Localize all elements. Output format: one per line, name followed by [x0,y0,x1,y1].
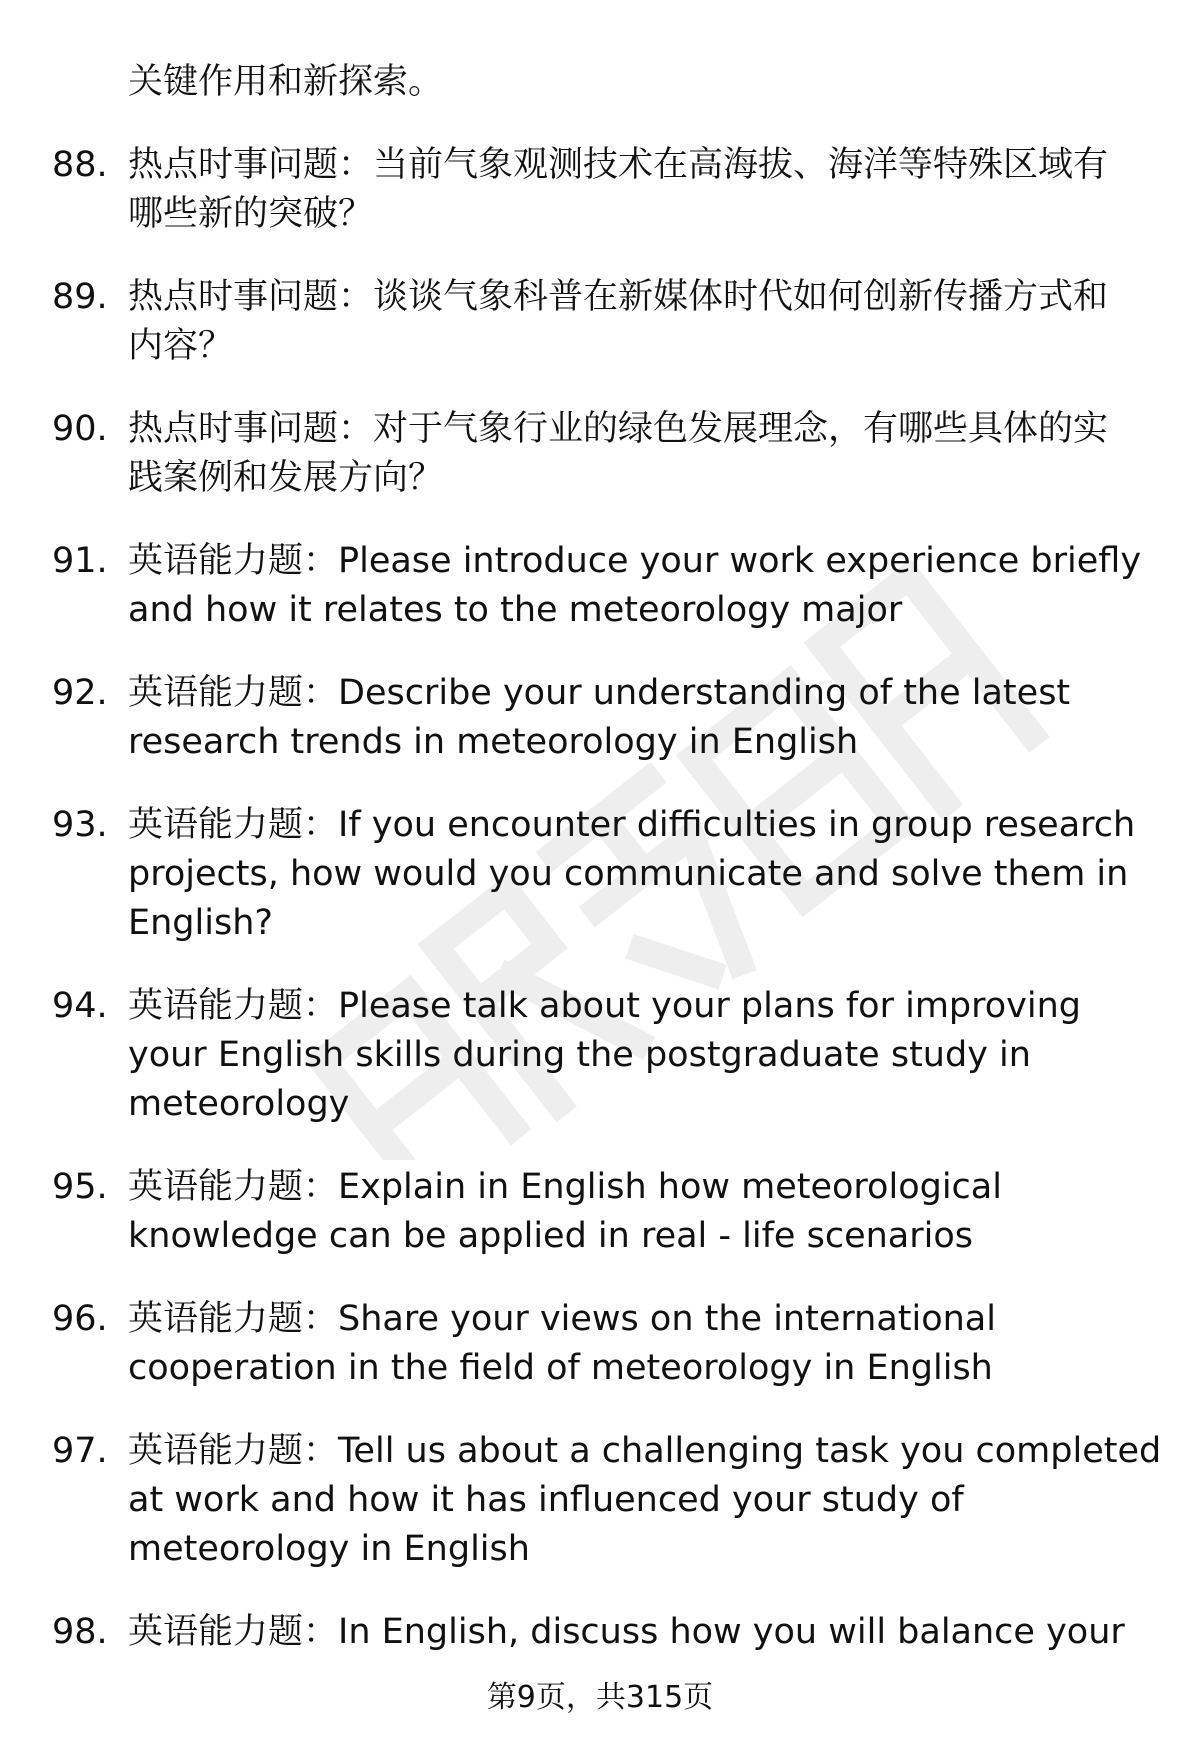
question-text-line: 英语能力题：Describe your understanding of the latest [128,673,1071,713]
question-text-line: research trends in meteorology in English [128,722,859,762]
question-text [128,1427,1162,1574]
question-item [52,273,1162,371]
question-number: 96. [52,1299,108,1339]
question-text-line: 热点时事问题：当前气象观测技术在高海拔、海洋等特殊区域有 [128,145,1109,185]
question-text-line: 热点时事问题：谈谈气象科普在新媒体时代如何创新传播方式和 [128,277,1109,317]
question-text-line: 热点时事问题：对于气象行业的绿色发展理念，有哪些具体的实 [128,409,1109,449]
question-text-line: English? [128,903,273,943]
question-text-line: 内容？ [128,326,234,366]
question-item [52,1427,1162,1574]
question-text [128,982,1162,1129]
question-item [52,537,1162,635]
question-text [128,1295,1162,1393]
question-number: 91. [52,541,108,581]
question-text-line: 英语能力题：In English, discuss how you will balance your [128,1612,1125,1652]
question-text-line: knowledge can be applied in real - life scenarios [128,1216,973,1256]
question-list [52,58,1162,1657]
question-number: 98. [52,1612,108,1652]
question-text-line: at work and how it has influenced your study of [128,1480,964,1520]
question-text [128,801,1162,948]
question-number: 94. [52,986,108,1026]
question-text [128,405,1162,503]
question-text [128,537,1162,635]
question-number: 89. [52,277,108,317]
question-text [128,1163,1162,1261]
question-item [52,1163,1162,1261]
question-text-line: 英语能力题：Tell us about a challenging task you completed [128,1431,1162,1471]
question-text-line: cooperation in the field of meteorology in English [128,1348,993,1388]
question-number: 90. [52,409,108,449]
question-text-line: 英语能力题：Please talk about your plans for improving [128,986,1082,1026]
question-text-line: 哪些新的突破？ [128,194,374,234]
question-text-line: 英语能力题：Please introduce your work experience briefly [128,541,1142,581]
question-item [52,1608,1162,1657]
question-text [128,273,1162,371]
question-item [52,141,1162,239]
question-text [128,669,1162,767]
question-text [128,141,1162,239]
question-item [52,669,1162,767]
question-text-line: projects, how would you communicate and solve them in [128,854,1129,894]
question-text-line: 英语能力题：If you encounter difficulties in group research [128,805,1136,845]
question-text-line: 英语能力题：Explain in English how meteorological [128,1167,1002,1207]
question-text [128,1608,1162,1657]
question-text-line: 英语能力题：Share your views on the international [128,1299,996,1339]
question-text-line: meteorology [128,1084,350,1124]
question-number: 97. [52,1431,108,1471]
question-text-line: meteorology in English [128,1529,530,1569]
continuation-text: 关键作用和新探索。 [128,62,444,102]
question-item [52,1295,1162,1393]
question-number: 92. [52,673,108,713]
question-text-line: your English skills during the postgraduate study in [128,1035,1031,1075]
question-item [52,405,1162,503]
question-number: 95. [52,1167,108,1207]
question-item [52,982,1162,1129]
question-number: 88. [52,145,108,185]
question-number: 93. [52,805,108,845]
page-footer: 第9页，共315页 [486,1680,714,1715]
question-text-line: 践案例和发展方向？ [128,458,444,498]
question-item [52,801,1162,948]
question-text-line: and how it relates to the meteorology major [128,590,903,630]
